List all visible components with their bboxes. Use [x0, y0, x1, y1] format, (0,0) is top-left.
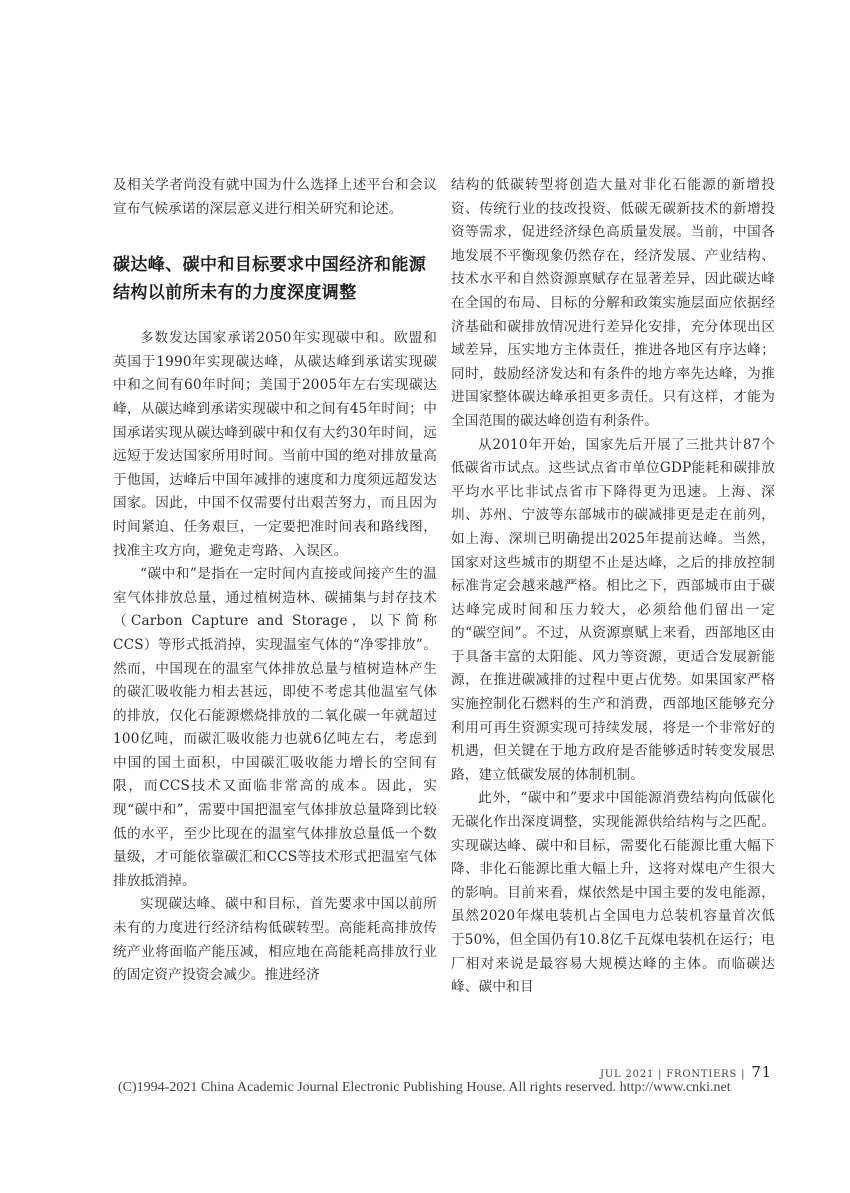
left-column [113, 174, 437, 988]
body-paragraph: 此外，“碳中和”要求中国能源消费结构向低碳化无碳化作出深度调整，实现能源供给结构与之匹配。实现碳达峰、碳中和目标，需要化石能源比重大幅下降、非化石能源比重大幅上升，这将对煤电产生很大的影响。目前来看，煤依然是中国主要的发电能源，虽然2020年煤电装机占全国电力总装机容量首次低于50%，但全国仍有10.8亿千瓦煤电装机在运行；电厂相对来说是最容易大规模达峰的主体。而临碳达峰、碳中和目 [451, 790, 775, 996]
body-paragraph: 结构的低碳转型将创造大量对非化石能源的新增投资、传统行业的技改投资、低碳无碳新技术的新增投资等需求，促进经济绿色高质量发展。当前，中国各地发展不平衡现象仍然存在，经济发展、产业结构、技术水平和自然资源禀赋存在显著差异，因此碳达峰在全国的布局、目标的分解和政策实施层面应依据经济基础和碳排放情况进行差异化安排，充分体现出区域差异，压实地方主体责任，推进各地区有序达峰；同时，鼓励经济发达和有条件的地方率先达峰，为推进国家整体碳达峰承担更多责任。只有这样，才能为全国范围的碳达峰创造有利条件。 [451, 177, 775, 429]
right-column [451, 174, 775, 1000]
intro-paragraph: 及相关学者尚没有就中国为什么选择上述平台和会议宣布气候承诺的深层意义进行相关研究和论述。 [113, 177, 437, 217]
issue-label: JUL 2021 | FRONTIERS | [600, 1069, 746, 1080]
section-heading: 碳达峰、碳中和目标要求中国经济和能源结构以前所未有的力度深度调整 [113, 255, 427, 304]
page-number: 71 [751, 1063, 772, 1081]
body-paragraph: 从2010年开始，国家先后开展了三批共计87个低碳省市试点。这些试点省市单位GDP能耗和碳排放平均水平比非试点省市下降得更为迅速。上海、深圳、苏州、宁波等东部城市的碳减排更是走在前列，如上海、深圳已明确提出2025年提前达峰。当然，国家对这些城市的期望不止是达峰，之后的排放控制标准肯定会越来越严格。相比之下，西部城市由于碳达峰完成时间和压力较大，必须给他们留出一定的“碳空间”。不过，从资源禀赋上来看，西部地区由于具备丰富的太阳能、风力等资源，更适合发展新能源，在推进碳减排的过程中更占优势。如果国家严格实施控制化石燃料的生产和消费，西部地区能够充分利用可再生资源实现可持续发展，将是一个非常好的机遇，但关键在于地方政府是否能够适时转变发展思路，建立低碳发展的体制机制。 [451, 436, 775, 783]
body-paragraph: “碳中和”是指在一定时间内直接或间接产生的温室气体排放总量，通过植树造林、碳捕集与封存技术（Carbon Capture and Storage，以下简称CCS）等形式抵消掉，实现温室气体的“净零排放”。然而，中国现在的温室气体排放总量与植树造林产生的碳汇吸收能力相去甚远，即使不考虑其他温室气体的排放，仅化石能源燃烧排放的二氧化碳一年就超过100亿吨，而碳汇吸收能力也就6亿吨左右，考虑到中国的国土面积，中国碳汇吸收能力增长的空间有限，而CCS技术又面临非常高的成本。因此，实现“碳中和”，需要中国把温室气体排放总量降到比较低的水平，至少比现在的温室气体排放总量低一个数量级，才可能依靠碳汇和CCS等技术形式把温室气体排放抵消掉。 [113, 566, 437, 889]
copyright-notice: (C)1994-2021 China Academic Journal Electronic Publishing House. All rights reserved. http://www.cnki.net [118, 1080, 731, 1095]
page-footer [600, 1063, 772, 1081]
body-paragraph: 实现碳达峰、碳中和目标，首先要求中国以前所未有的力度进行经济结构低碳转型。高能耗高排放传统产业将面临产能压减，相应地在高能耗高排放行业的固定资产投资会减少。推进经济 [113, 896, 437, 984]
body-paragraph: 多数发达国家承诺2050年实现碳中和。欧盟和英国于1990年实现碳达峰，从碳达峰到承诺实现碳中和之间有60年时间；美国于2005年左右实现碳达峰，从碳达峰到承诺实现碳中和之间有45年时间；中国承诺实现从碳达峰到碳中和仅有大约30年时间，远远短于发达国家所用时间。当前中国的绝对排放量高于他国，达峰后中国年减排的速度和力度须远超发达国家。因此，中国不仅需要付出艰苦努力，而且因为时间紧迫、任务艰巨，一定要把准时间表和路线图，找准主攻方向，避免走弯路、入误区。 [113, 330, 437, 559]
